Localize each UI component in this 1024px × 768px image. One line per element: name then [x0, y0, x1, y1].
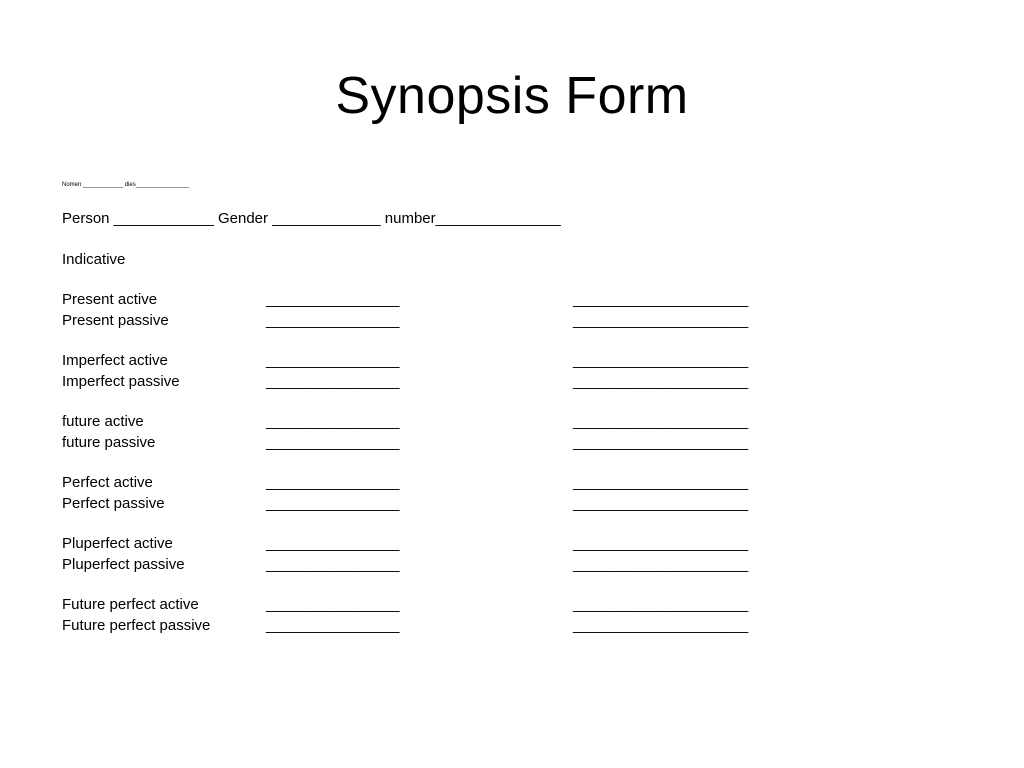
section-heading-indicative: Indicative — [62, 251, 126, 268]
answer-blank-2: _____________________ — [573, 372, 749, 390]
answer-blank-1: ________________ — [266, 616, 400, 634]
tense-row-future-passive — [62, 433, 962, 454]
answer-blank-2: _____________________ — [573, 291, 749, 308]
tense-row-imperfect-active — [62, 351, 962, 372]
answer-blank-2: _____________________ — [573, 474, 749, 491]
answer-blank-2: _____________________ — [573, 311, 749, 329]
answer-blank-1: ________________ — [266, 494, 400, 512]
answer-blank-2: _____________________ — [573, 555, 749, 573]
tense-row-future-perfect-active — [62, 595, 962, 616]
answer-blank-2: _____________________ — [573, 352, 749, 369]
row-label: Pluperfect passive — [62, 555, 185, 573]
row-label: Pluperfect active — [62, 535, 173, 552]
tense-row-future-active — [62, 412, 962, 433]
tense-row-pluperfect-active — [62, 534, 962, 555]
answer-blank-1: ________________ — [266, 555, 400, 573]
answer-blank-1: ________________ — [266, 596, 400, 613]
answer-blank-1: ________________ — [266, 311, 400, 329]
tense-row-present-active — [62, 290, 962, 311]
row-label: future active — [62, 413, 144, 430]
answer-blank-1: ________________ — [266, 413, 400, 430]
row-label: Perfect active — [62, 474, 153, 491]
page-title: Synopsis Form — [335, 67, 689, 125]
form-body — [62, 180, 962, 636]
row-label: Imperfect active — [62, 352, 168, 369]
tense-row-future-perfect-passive — [62, 616, 962, 637]
tense-row-present-passive — [62, 311, 962, 332]
row-label: Perfect passive — [62, 494, 165, 512]
row-label: Present active — [62, 291, 158, 308]
tense-row-pluperfect-passive — [62, 555, 962, 576]
answer-blank-2: _____________________ — [573, 596, 749, 613]
row-label: Future perfect active — [62, 596, 199, 613]
answer-blank-2: _____________________ — [573, 535, 749, 552]
person-gender-number-line: Person ____________ Gender _____________ number_______________ — [62, 210, 561, 227]
answer-blank-2: _____________________ — [573, 494, 749, 512]
row-label: Present passive — [62, 311, 169, 329]
answer-blank-1: ________________ — [266, 535, 400, 552]
answer-blank-1: ________________ — [266, 474, 400, 491]
row-label: Imperfect passive — [62, 372, 180, 390]
answer-blank-2: _____________________ — [573, 413, 749, 430]
answer-blank-1: ________________ — [266, 372, 400, 390]
answer-blank-1: ________________ — [266, 352, 400, 369]
row-label: Future perfect passive — [62, 616, 211, 634]
tense-row-perfect-active — [62, 473, 962, 494]
answer-blank-1: ________________ — [266, 291, 400, 308]
answer-blank-1: ________________ — [266, 433, 400, 451]
nomen-dies-line: Nomen ____________ dies________________ — [62, 182, 190, 188]
tense-row-perfect-passive — [62, 494, 962, 515]
answer-blank-2: _____________________ — [573, 616, 749, 634]
tense-row-imperfect-passive — [62, 372, 962, 393]
row-label: future passive — [62, 433, 156, 451]
tense-list — [62, 290, 962, 636]
answer-blank-2: _____________________ — [573, 433, 749, 451]
